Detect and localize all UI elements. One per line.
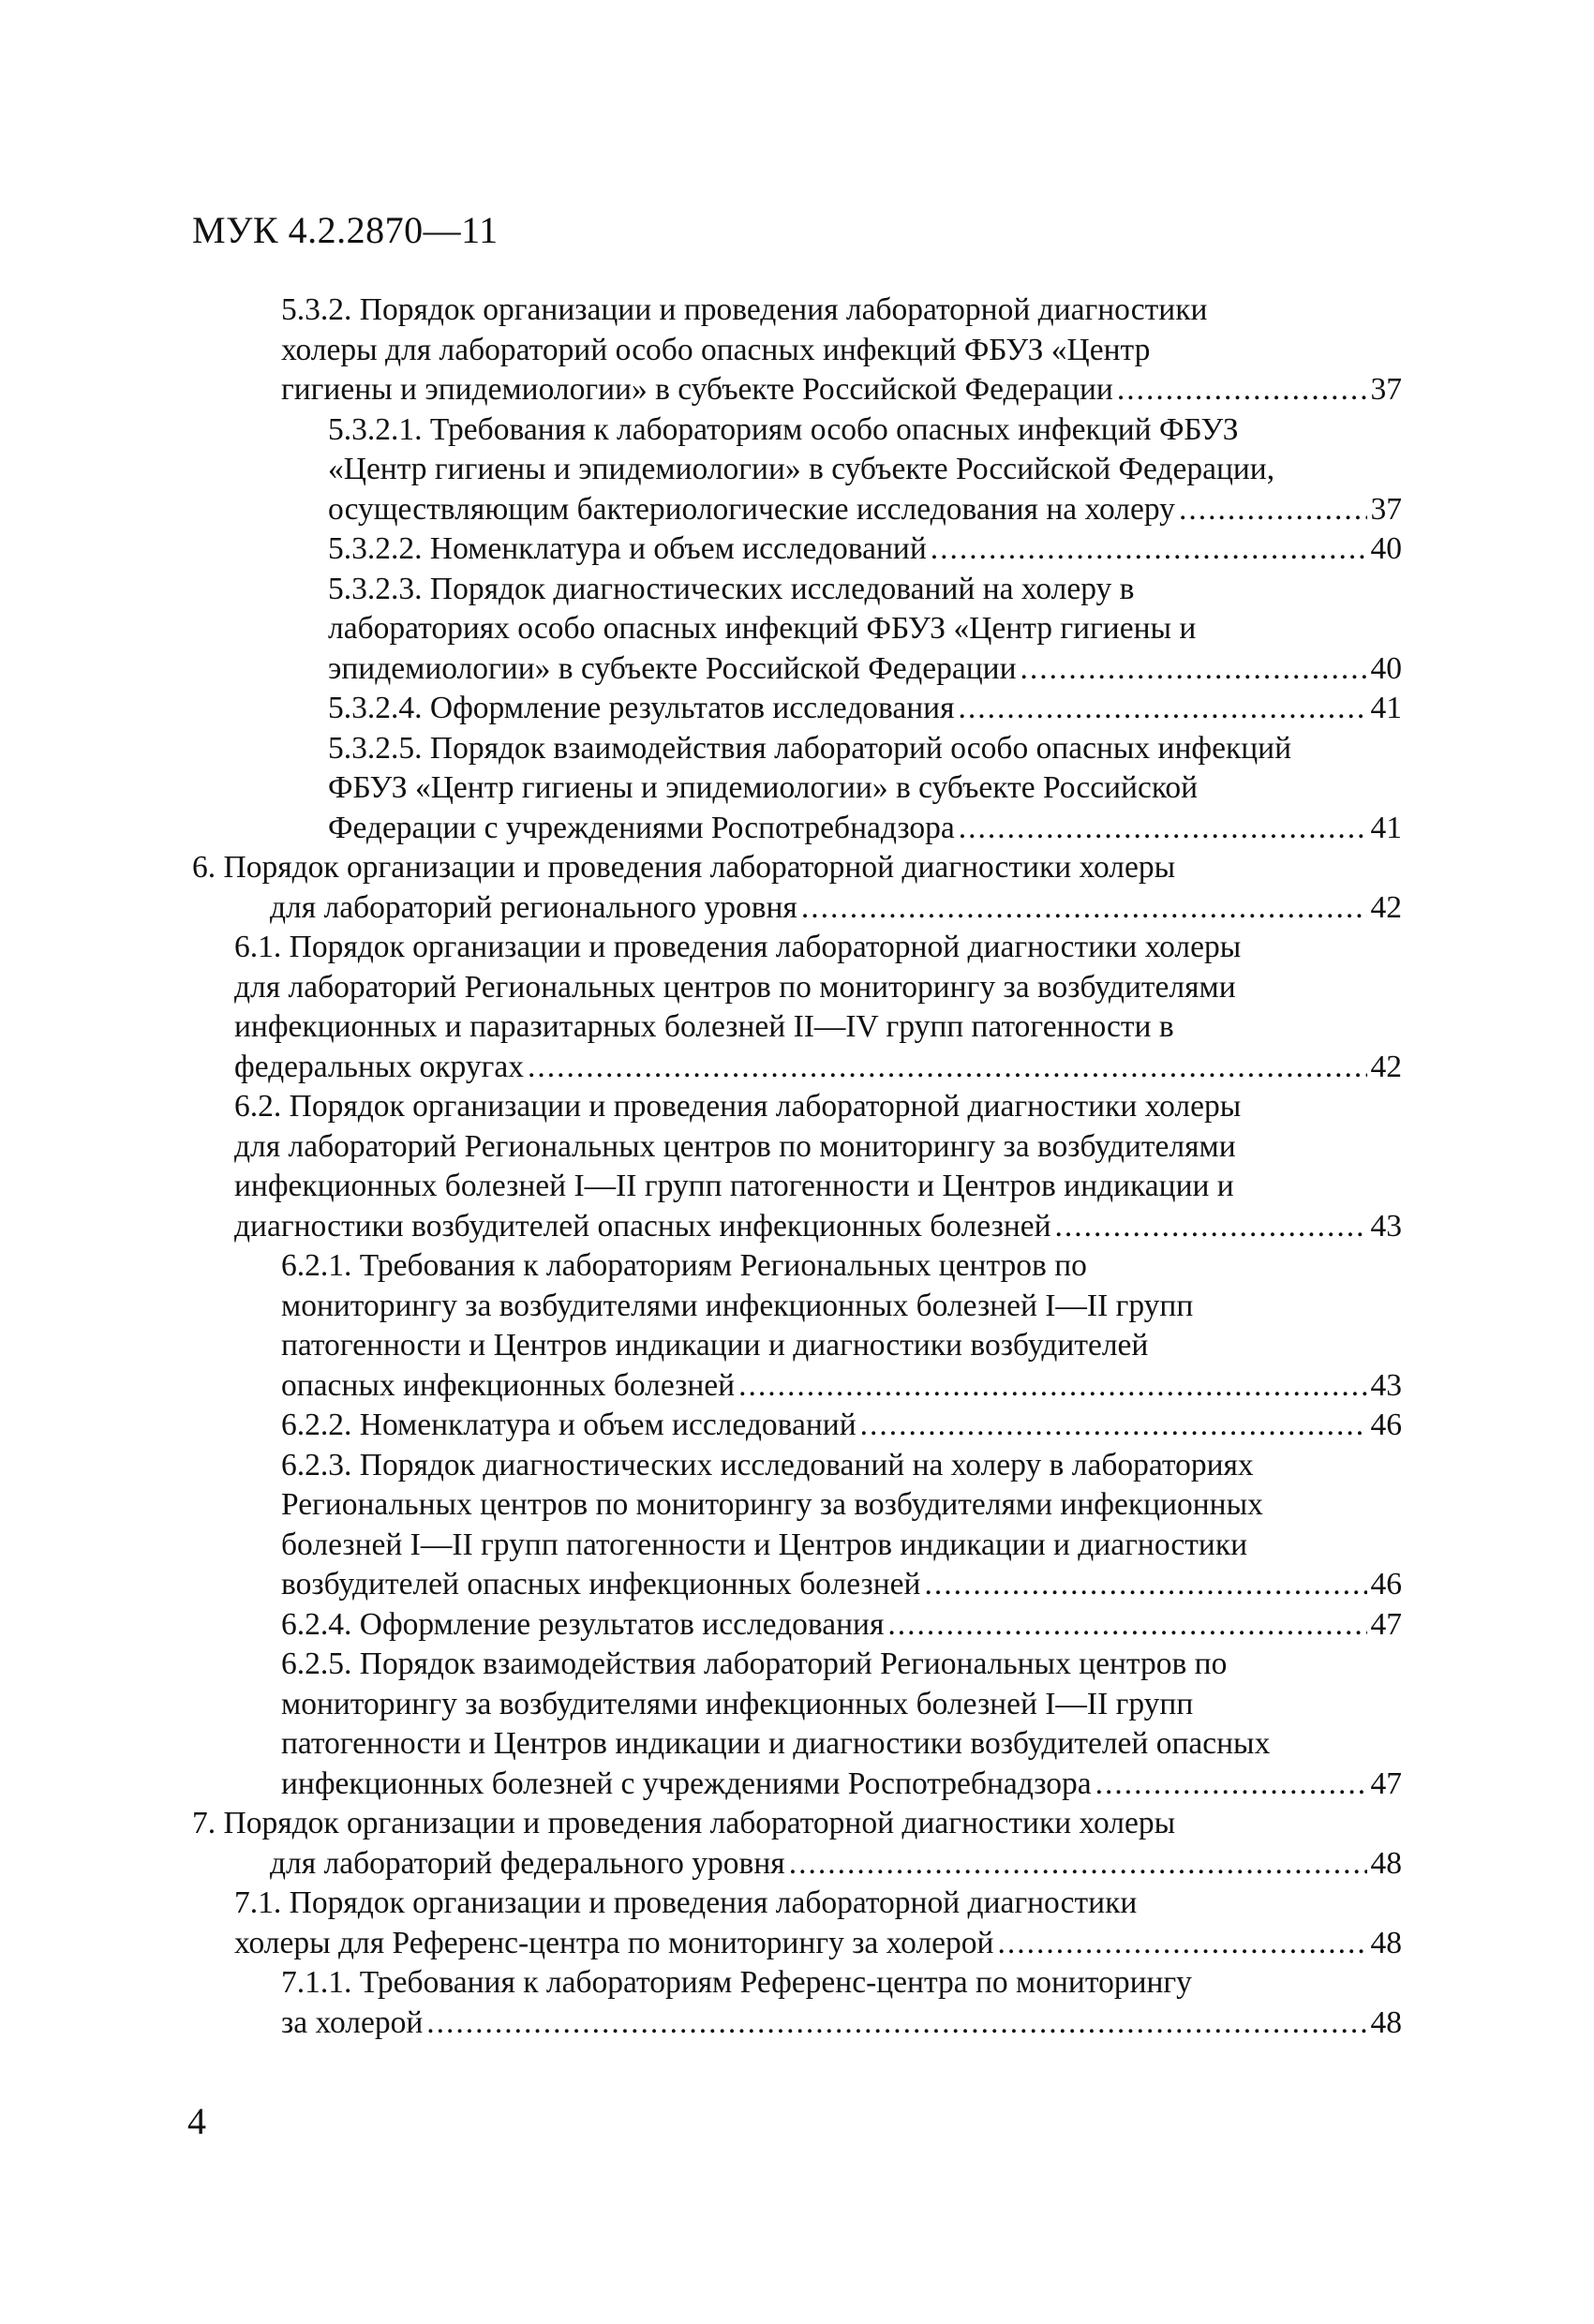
toc-entry-line: болезней I—II групп патогенности и Центров индикации и диагностики: [281, 1527, 1248, 1562]
toc-entry-title: для лабораторий федерального уровня: [270, 1845, 785, 1881]
toc-entry-page: 46: [1370, 1567, 1402, 1601]
toc-entry-leader-line: [234, 1048, 1402, 1088]
toc-entry-title: 6.2.2. Номенклатура и объем исследований: [281, 1408, 857, 1442]
toc-entry-leader-line: [192, 888, 1402, 929]
toc-entry-leader-line: [328, 529, 1402, 570]
dot-leader: [1020, 649, 1367, 690]
toc-entry-line: 6.2.5. Порядок взаимодействия лабораторий Региональных центров по: [281, 1646, 1228, 1681]
toc-entry-page: 37: [1370, 372, 1402, 407]
toc-entry-leader-line: [234, 1924, 1402, 1964]
toc-entry-line: лабораториях особо опасных инфекций ФБУЗ «Центр гигиены и: [328, 611, 1197, 646]
toc-entry-line: патогенности и Центров индикации и диагностики возбудителей: [281, 1328, 1149, 1363]
toc-entry-line: 5.3.2.1. Требования к лабораториям особо опасных инфекций ФБУЗ: [328, 411, 1239, 447]
dot-leader: [959, 689, 1367, 729]
toc-entry-page: 48: [1370, 1845, 1402, 1881]
table-of-contents: [0, 290, 1594, 2043]
toc-entry: [328, 570, 1402, 690]
toc-entry: [281, 1963, 1402, 2043]
toc-entry-line: ФБУЗ «Центр гигиены и эпидемиологии» в субъекте Российской: [328, 770, 1199, 805]
toc-entry-leader-line: [328, 809, 1402, 849]
toc-entry-title: диагностики возбудителей опасных инфекционных болезней: [234, 1208, 1051, 1244]
toc-entry-leader-line: [281, 1605, 1402, 1646]
dot-leader: [887, 1605, 1366, 1646]
toc-entry-page: 40: [1370, 531, 1402, 566]
toc-entry-page: 48: [1370, 2004, 1402, 2040]
toc-entry-page: 41: [1370, 691, 1402, 725]
toc-entry-page: 43: [1370, 1367, 1402, 1403]
toc-entry-leader-line: [234, 1207, 1402, 1247]
toc-entry-leader-line: [328, 689, 1402, 729]
dot-leader: [1095, 1765, 1367, 1805]
toc-entry-title: Федерации с учреждениями Роспотребнадзора: [328, 810, 955, 845]
toc-entry-line: патогенности и Центров индикации и диагностики возбудителей опасных: [281, 1726, 1271, 1761]
toc-entry: [281, 1645, 1402, 1804]
toc-entry-line: инфекционных и паразитарных болезней II—IV групп патогенности в: [234, 1009, 1174, 1044]
toc-entry: [234, 1884, 1402, 1963]
toc-entry-leader-line: [281, 1765, 1402, 1805]
toc-entry: [328, 689, 1402, 729]
toc-entry-page: 42: [1370, 1049, 1402, 1084]
toc-entry-title: 5.3.2.2. Номенклатура и объем исследований: [328, 531, 927, 566]
toc-entry-line: холеры для лабораторий особо опасных инфекций ФБУЗ «Центр: [281, 332, 1151, 367]
toc-entry: [281, 290, 1402, 410]
dot-leader: [528, 1048, 1367, 1088]
toc-entry-line: для лабораторий Региональных центров по мониторингу за возбудителями: [234, 969, 1236, 1005]
toc-entry-page: 37: [1370, 491, 1402, 527]
toc-entry-page: 41: [1370, 810, 1402, 845]
toc-entry: [281, 1406, 1402, 1446]
toc-entry-leader-line: [281, 370, 1402, 410]
toc-entry: [281, 1446, 1402, 1605]
dot-leader: [931, 529, 1367, 570]
toc-entry-title: федеральных округах: [234, 1049, 524, 1084]
toc-entry-title: холеры для Референс-центра по мониторингу за холерой: [234, 1925, 994, 1960]
toc-entry: [328, 729, 1402, 849]
dot-leader: [959, 809, 1367, 849]
toc-entry-line: для лабораторий Региональных центров по мониторингу за возбудителями: [234, 1128, 1236, 1164]
toc-entry-line: Региональных центров по мониторингу за возбудителями инфекционных: [281, 1487, 1263, 1522]
toc-entry-line: 5.3.2. Порядок организации и проведения лабораторной диагностики: [281, 292, 1208, 327]
dot-leader: [801, 888, 1367, 929]
toc-entry: [192, 848, 1402, 928]
toc-entry-line: инфекционных болезней I—II групп патогенности и Центров индикации и: [234, 1169, 1234, 1203]
dot-leader: [997, 1924, 1366, 1964]
page-number: 4: [187, 2100, 206, 2142]
toc-entry: [281, 1605, 1402, 1646]
toc-entry-line: «Центр гигиены и эпидемиологии» в субъекте Российской Федерации,: [328, 452, 1275, 486]
toc-entry-title: осуществляющим бактериологические исследования на холеру: [328, 491, 1175, 527]
toc-entry-line: 6.2. Порядок организации и проведения лабораторной диагностики холеры: [234, 1089, 1242, 1124]
toc-entry-page: 47: [1370, 1765, 1402, 1801]
toc-entry-title: за холерой: [281, 2004, 424, 2040]
toc-entry-leader-line: [192, 1844, 1402, 1885]
toc-entry-line: 7.1. Порядок организации и проведения лабораторной диагностики: [234, 1885, 1138, 1920]
dot-leader: [1117, 370, 1367, 410]
toc-entry-title: для лабораторий регионального уровня: [270, 889, 797, 925]
toc-entry-page: 42: [1370, 889, 1402, 925]
dot-leader: [426, 2004, 1366, 2044]
toc-entry-title: 5.3.2.4. Оформление результатов исследования: [328, 691, 955, 725]
toc-entry: [281, 1246, 1402, 1406]
toc-entry-line: 7. Порядок организации и проведения лабораторной диагностики холеры: [192, 1806, 1176, 1840]
toc-entry-title: 6.2.4. Оформление результатов исследования: [281, 1606, 885, 1642]
dot-leader: [860, 1406, 1367, 1446]
toc-entry: [328, 410, 1402, 530]
dot-leader: [1055, 1207, 1367, 1247]
dot-leader: [789, 1844, 1367, 1885]
toc-entry-line: 5.3.2.3. Порядок диагностических исследований на холеру в: [328, 571, 1135, 606]
toc-entry: [234, 928, 1402, 1087]
toc-entry-leader-line: [281, 1565, 1402, 1605]
document-code: МУК 4.2.2870—11: [192, 209, 499, 251]
toc-entry-leader-line: [328, 490, 1402, 530]
toc-entry: [234, 1087, 1402, 1246]
toc-entry-leader-line: [281, 1366, 1402, 1407]
toc-entry-line: мониторингу за возбудителями инфекционных болезней I—II групп: [281, 1686, 1194, 1721]
toc-entry-line: 6.2.3. Порядок диагностических исследований на холеру в лабораториях: [281, 1447, 1254, 1482]
toc-entry-line: 7.1.1. Требования к лабораториям Референс-центра по мониторингу: [281, 1965, 1192, 2000]
toc-entry-title: инфекционных болезней с учреждениями Роспотребнадзора: [281, 1765, 1092, 1801]
toc-entry-leader-line: [281, 1406, 1402, 1446]
toc-entry-line: 6.1. Порядок организации и проведения лабораторной диагностики холеры: [234, 930, 1242, 964]
dot-leader: [738, 1366, 1366, 1407]
toc-entry-title: эпидемиологии» в субъекте Российской Федерации: [328, 650, 1017, 686]
toc-entry-page: 43: [1370, 1208, 1402, 1244]
toc-entry-leader-line: [328, 649, 1402, 690]
dot-leader: [924, 1565, 1366, 1605]
toc-entry: [192, 1804, 1402, 1884]
dot-leader: [1179, 490, 1367, 530]
toc-entry-line: 6.2.1. Требования к лабораториям Региональных центров по: [281, 1248, 1087, 1283]
toc-entry-leader-line: [281, 2004, 1402, 2044]
toc-entry-line: 6. Порядок организации и проведения лабораторной диагностики холеры: [192, 850, 1176, 885]
toc-entry-page: 48: [1370, 1925, 1402, 1960]
toc-entry-line: мониторингу за возбудителями инфекционных болезней I—II групп: [281, 1288, 1194, 1323]
toc-entry-title: гигиены и эпидемиологии» в субъекте Российской Федерации: [281, 372, 1113, 407]
toc-entry: [328, 529, 1402, 570]
toc-entry-title: возбудителей опасных инфекционных болезней: [281, 1567, 921, 1601]
toc-entry-line: 5.3.2.5. Порядок взаимодействия лабораторий особо опасных инфекций: [328, 730, 1292, 766]
toc-entry-page: 40: [1370, 650, 1402, 686]
toc-entry-page: 47: [1370, 1606, 1402, 1642]
toc-entry-page: 46: [1370, 1408, 1402, 1442]
toc-entry-title: опасных инфекционных болезней: [281, 1367, 736, 1403]
